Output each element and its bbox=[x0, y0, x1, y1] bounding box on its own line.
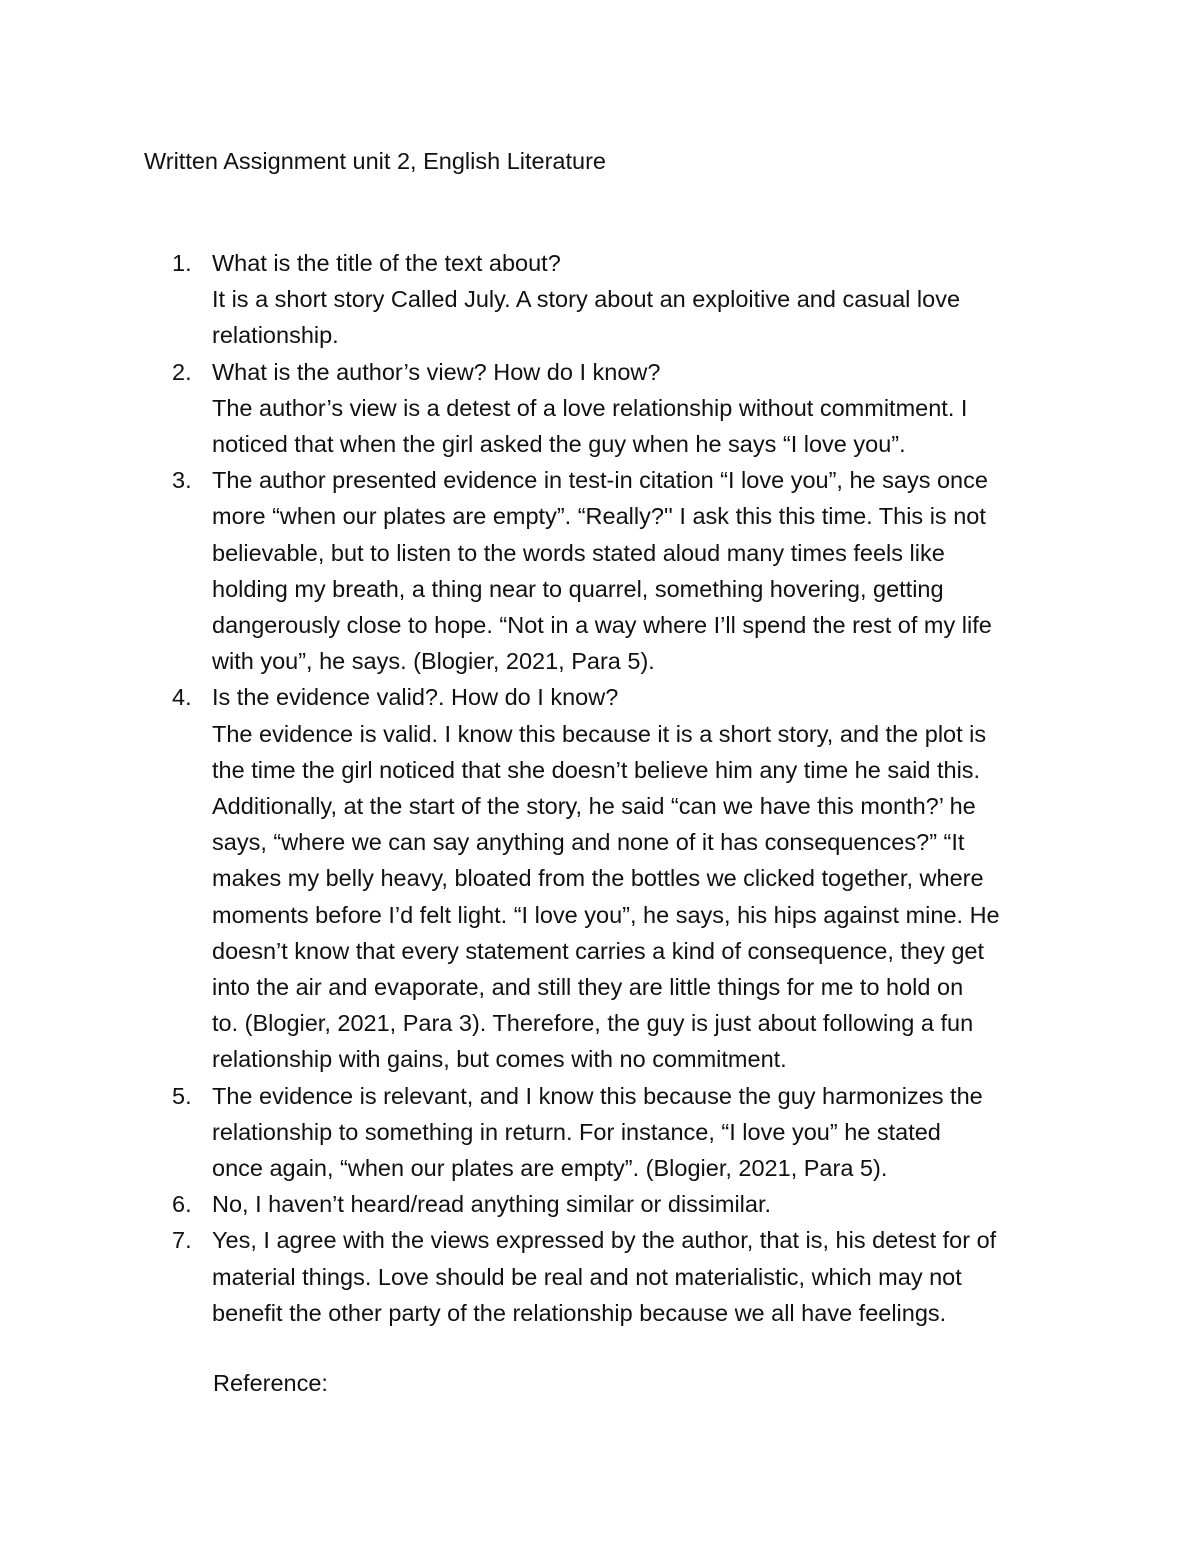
item-line: holding my breath, a thing near to quarrel, something hovering, getting bbox=[212, 575, 944, 602]
item-line: The author’s view is a detest of a love relationship without commitment. I bbox=[212, 394, 968, 421]
item-line: What is the author’s view? How do I know? bbox=[212, 358, 661, 385]
item-line: benefit the other party of the relationship because we all have feelings. bbox=[212, 1299, 947, 1326]
reference-heading: Reference: bbox=[213, 1370, 328, 1396]
list-item bbox=[0, 679, 1200, 1077]
item-line: relationship to something in return. For instance, “I love you” he stated bbox=[212, 1118, 941, 1145]
item-line: material things. Love should be real and not materialistic, which may not bbox=[212, 1263, 962, 1290]
item-number: 2. bbox=[172, 358, 192, 385]
list-item bbox=[0, 1078, 1200, 1187]
item-line: noticed that when the girl asked the guy when he says “I love you”. bbox=[212, 431, 906, 458]
item-line: It is a short story Called July. A story about an exploitive and casual love bbox=[212, 286, 961, 313]
item-number: 6. bbox=[172, 1191, 192, 1218]
list-item bbox=[0, 245, 1200, 354]
list-item bbox=[0, 1222, 1200, 1331]
item-line: to. (Blogier, 2021, Para 3). Therefore, the guy is just about following a fun bbox=[212, 1010, 974, 1037]
item-line: makes my belly heavy, bloated from the bottles we clicked together, where bbox=[212, 865, 984, 892]
list-item bbox=[0, 1186, 1200, 1222]
item-line: more “when our plates are empty”. “Really?'' I ask this this time. This is not bbox=[212, 503, 986, 530]
item-line: dangerously close to hope. “Not in a way where I’ll spend the rest of my life bbox=[212, 612, 992, 639]
item-line: Additionally, at the start of the story, he said “can we have this month?’ he bbox=[212, 793, 976, 820]
item-number: 3. bbox=[172, 467, 192, 494]
item-line: with you”, he says. (Blogier, 2021, Para 5). bbox=[212, 648, 655, 675]
item-body bbox=[212, 1078, 1077, 1187]
item-line: Yes, I agree with the views expressed by the author, that is, his detest for of bbox=[212, 1227, 997, 1254]
item-body bbox=[212, 1186, 1077, 1222]
list-item bbox=[0, 354, 1200, 463]
item-number: 5. bbox=[172, 1082, 192, 1109]
item-body bbox=[212, 245, 1077, 354]
list-item bbox=[0, 462, 1200, 679]
item-line: What is the title of the text about? bbox=[212, 250, 561, 276]
item-line: believable, but to listen to the words stated aloud many times feels like bbox=[212, 539, 945, 566]
item-body bbox=[212, 1222, 1077, 1331]
item-line: The evidence is valid. I know this because it is a short story, and the plot is bbox=[212, 720, 987, 747]
item-line: the time the girl noticed that she doesn’t believe him any time he said this. bbox=[212, 756, 981, 783]
item-line: The evidence is relevant, and I know this because the guy harmonizes the bbox=[212, 1082, 983, 1109]
item-number: 7. bbox=[172, 1227, 192, 1254]
item-line: relationship. bbox=[212, 322, 339, 349]
answer-list bbox=[0, 245, 1200, 1331]
item-number: 4. bbox=[172, 684, 192, 711]
item-line: moments before I’d felt light. “I love you”, he says, his hips against mine. He bbox=[212, 901, 1000, 928]
item-line: The author presented evidence in test-in citation “I love you”, he says once bbox=[212, 467, 988, 494]
item-line: says, “where we can say anything and none of it has consequences?” “It bbox=[212, 829, 965, 856]
document-title: Written Assignment unit 2, English Literature bbox=[144, 148, 606, 174]
item-line: relationship with gains, but comes with no commitment. bbox=[212, 1046, 787, 1073]
item-body bbox=[212, 679, 1077, 1077]
item-line: once again, “when our plates are empty”. (Blogier, 2021, Para 5). bbox=[212, 1155, 888, 1182]
item-line: No, I haven’t heard/read anything similar or dissimilar. bbox=[212, 1191, 772, 1218]
item-body bbox=[212, 462, 1077, 679]
item-line: Is the evidence valid?. How do I know? bbox=[212, 684, 619, 711]
item-line: into the air and evaporate, and still they are little things for me to hold on bbox=[212, 974, 964, 1001]
item-number: 1. bbox=[172, 250, 192, 276]
item-line: doesn’t know that every statement carries a kind of consequence, they get bbox=[212, 937, 985, 964]
item-body bbox=[212, 354, 1077, 463]
